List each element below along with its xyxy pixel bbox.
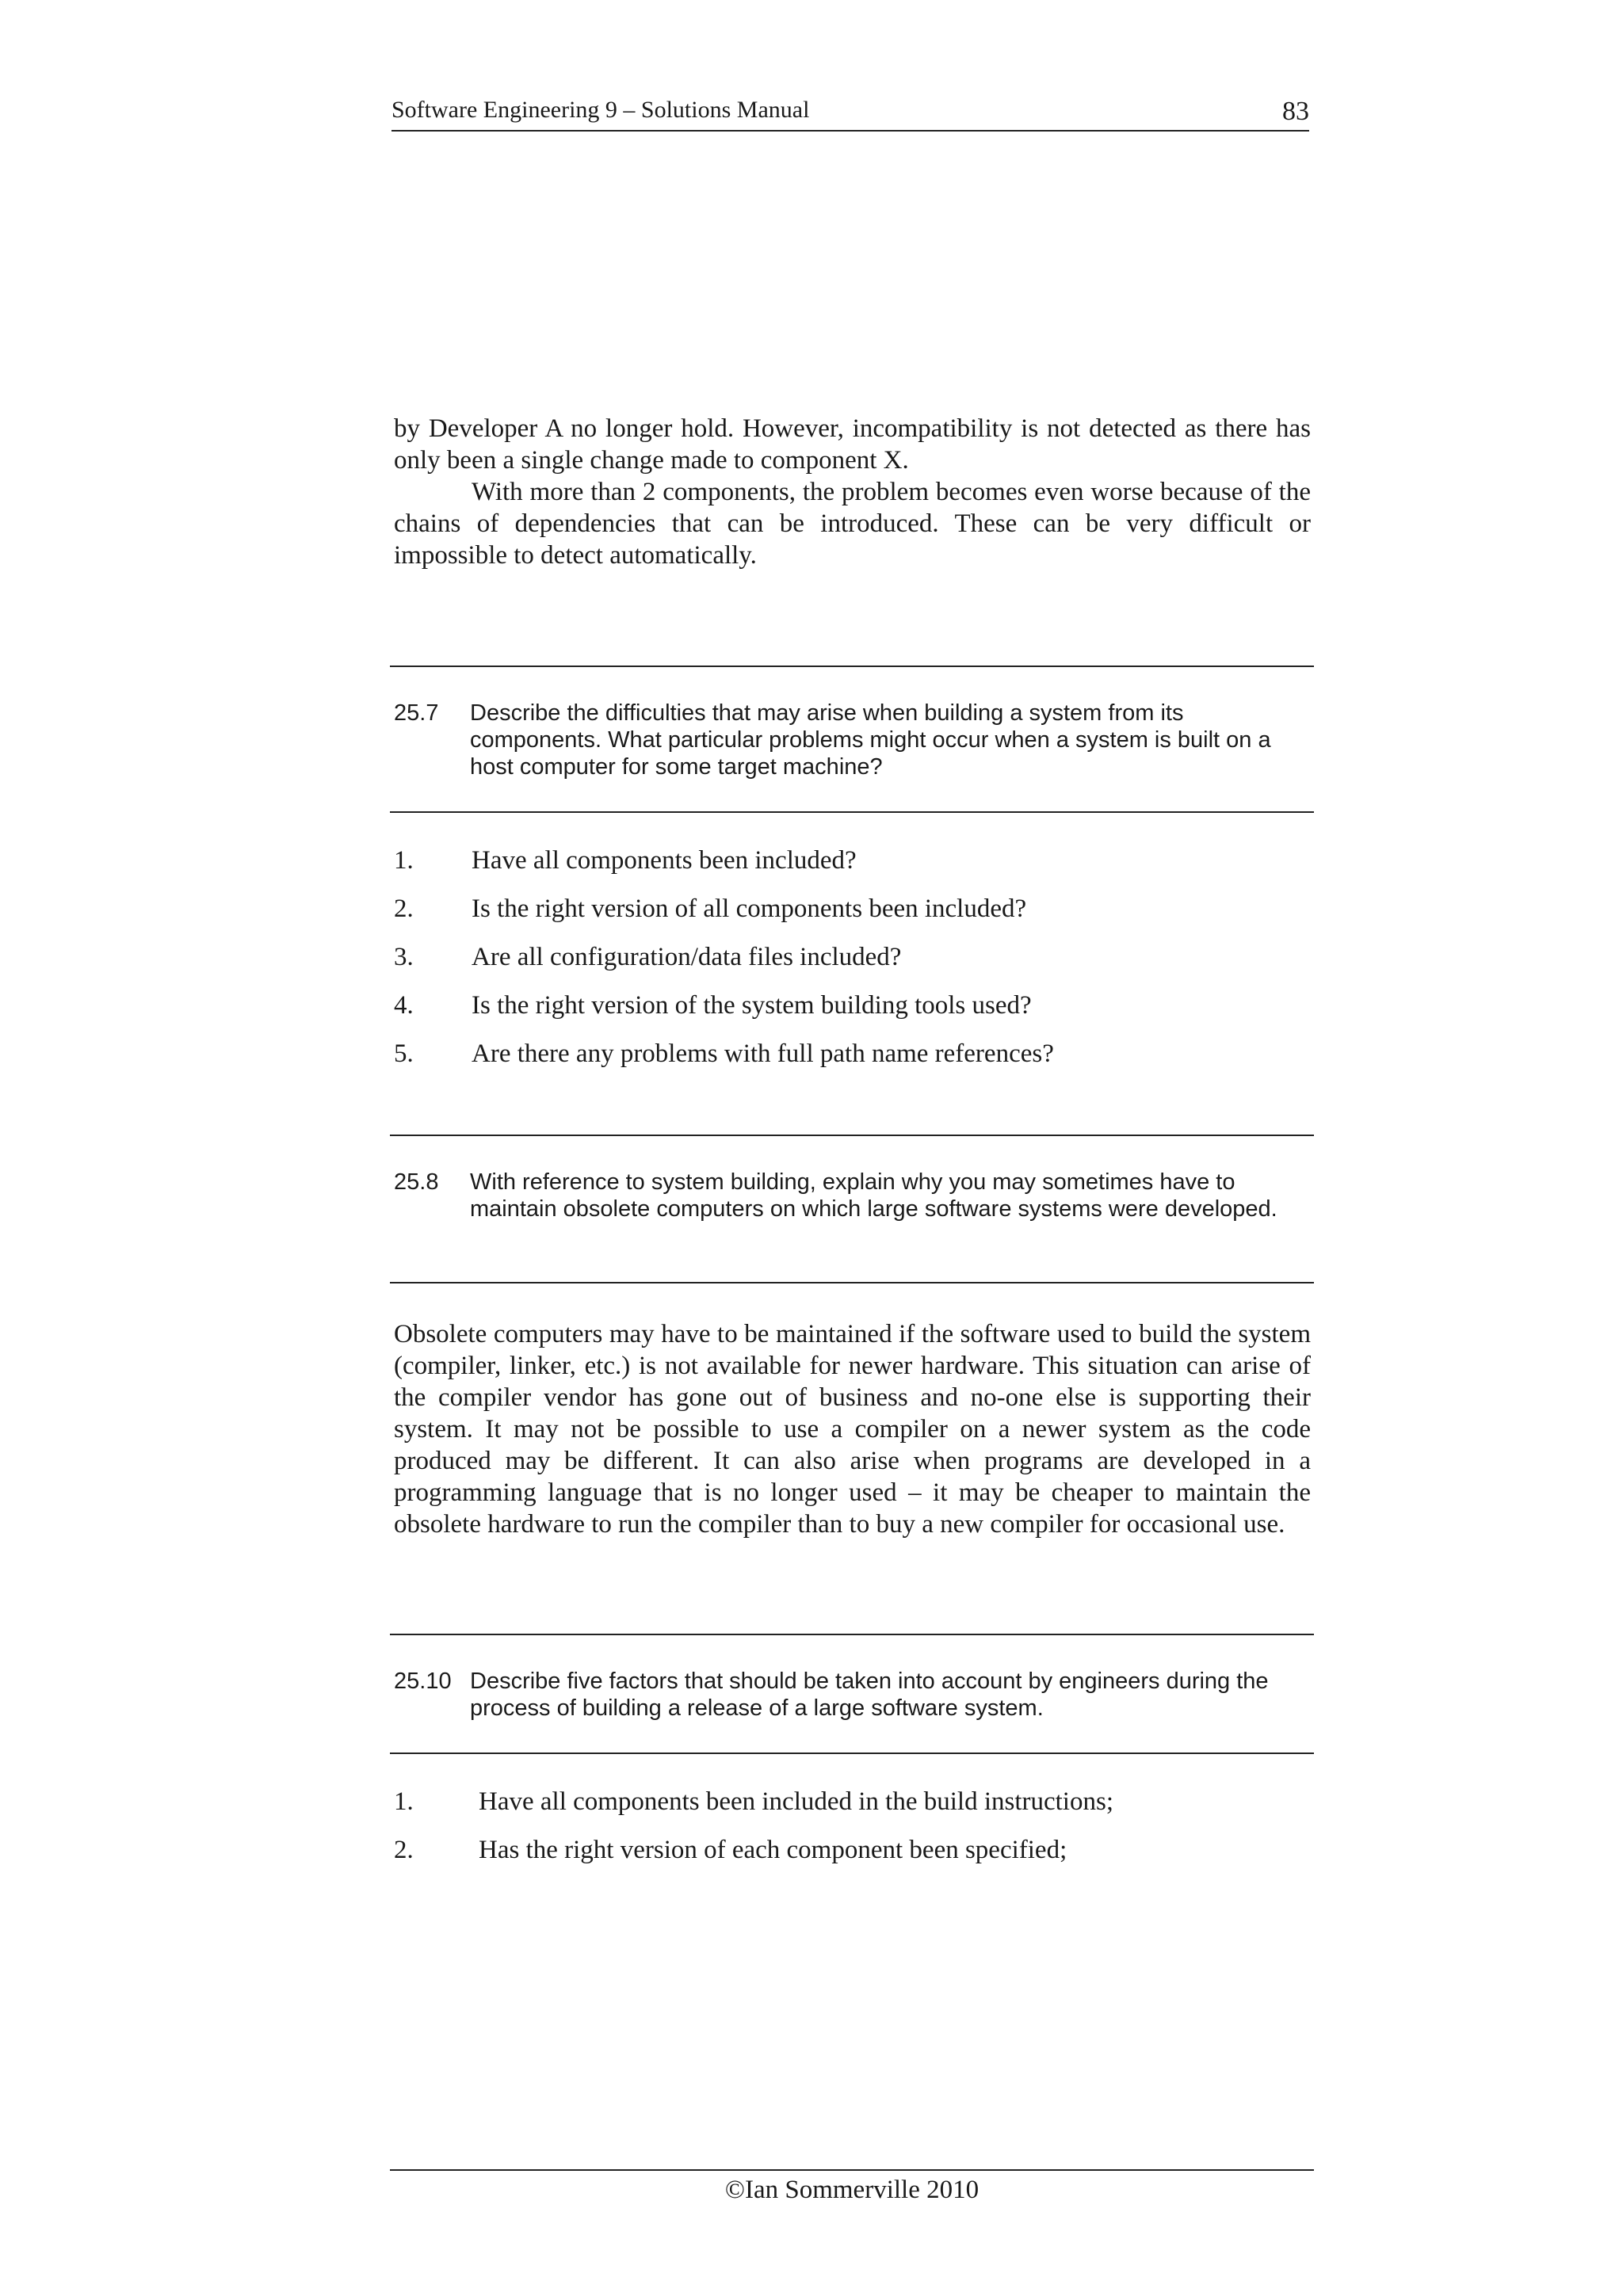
list-item — [394, 1836, 1311, 1884]
question-text: Describe the difficulties that may arise when building a system from its components. What particular problems might occur when a system is built on a host computer for some target machine? — [470, 700, 1271, 780]
question-text: With reference to system building, explain why you may sometimes have to maintain obsolete computers on which large software systems were developed. — [470, 1169, 1277, 1222]
running-header — [391, 93, 1309, 132]
list-item-text: Have all components been included in the build instructions; — [479, 1787, 1113, 1816]
list-item-number: 5. — [394, 1039, 414, 1068]
intro-text — [394, 413, 1311, 571]
intro-paragraph-2: With more than 2 components, the problem becomes even worse because of the chains of dependencies that can be introduced. These can be very difficult or impossible to detect automatically. — [394, 478, 1311, 570]
question-number: 25.10 — [394, 1669, 452, 1694]
list-item-text: Is the right version of the system building tools used? — [472, 991, 1032, 1020]
list-item-text: Is the right version of all components been included? — [472, 894, 1027, 923]
list-item — [394, 846, 1311, 894]
answer-25-7-list — [394, 846, 1311, 1088]
answer-paragraph: Obsolete computers may have to be maintained if the software used to build the system (compiler, linker, etc.) is not available for newer hardware. This situation can arise of the compiler vendor has gone out of business and no-one else is supporting their system. It may not be possible to use a compiler on a newer system as the code produced may be different. It can also arise when programs are developed in a programming language that is no longer used – it may be cheaper to maintain the obsolete hardware to run the compiler than to buy a new compiler for occasional use. — [394, 1320, 1311, 1539]
list-item-text: Have all components been included? — [472, 846, 857, 875]
page-footer — [390, 2169, 1314, 2205]
list-item-text: Are there any problems with full path name references? — [472, 1039, 1054, 1068]
list-item-number: 1. — [394, 846, 414, 875]
list-item — [394, 991, 1311, 1039]
question-number: 25.8 — [394, 1169, 439, 1195]
list-item — [394, 1039, 1311, 1088]
list-item-number: 2. — [394, 894, 414, 923]
page-number: 83 — [1282, 97, 1309, 126]
list-item-text: Are all configuration/data files included? — [472, 943, 902, 971]
running-title: Software Engineering 9 – Solutions Manual — [391, 97, 810, 123]
answer-25-10-list — [394, 1787, 1311, 1884]
copyright-text: ©Ian Sommerville 2010 — [724, 2176, 980, 2204]
question-text: Describe five factors that should be taken into account by engineers during the process of building a release of a large software system. — [470, 1669, 1269, 1721]
question-25-10 — [390, 1634, 1314, 1754]
question-number: 25.7 — [394, 700, 439, 726]
list-item — [394, 1787, 1311, 1836]
list-item-number: 3. — [394, 943, 414, 971]
list-item-number: 1. — [394, 1787, 414, 1816]
question-25-8 — [390, 1135, 1314, 1283]
intro-paragraph-1: by Developer A no longer hold. However, incompatibility is not detected as there has only been a single change made to component X. — [394, 414, 1311, 475]
answer-25-8 — [394, 1318, 1311, 1540]
list-item-number: 2. — [394, 1836, 414, 1864]
list-item-number: 4. — [394, 991, 414, 1020]
list-item — [394, 894, 1311, 943]
list-item-text: Has the right version of each component been specified; — [479, 1836, 1067, 1864]
question-25-7 — [390, 666, 1314, 813]
list-item — [394, 943, 1311, 991]
